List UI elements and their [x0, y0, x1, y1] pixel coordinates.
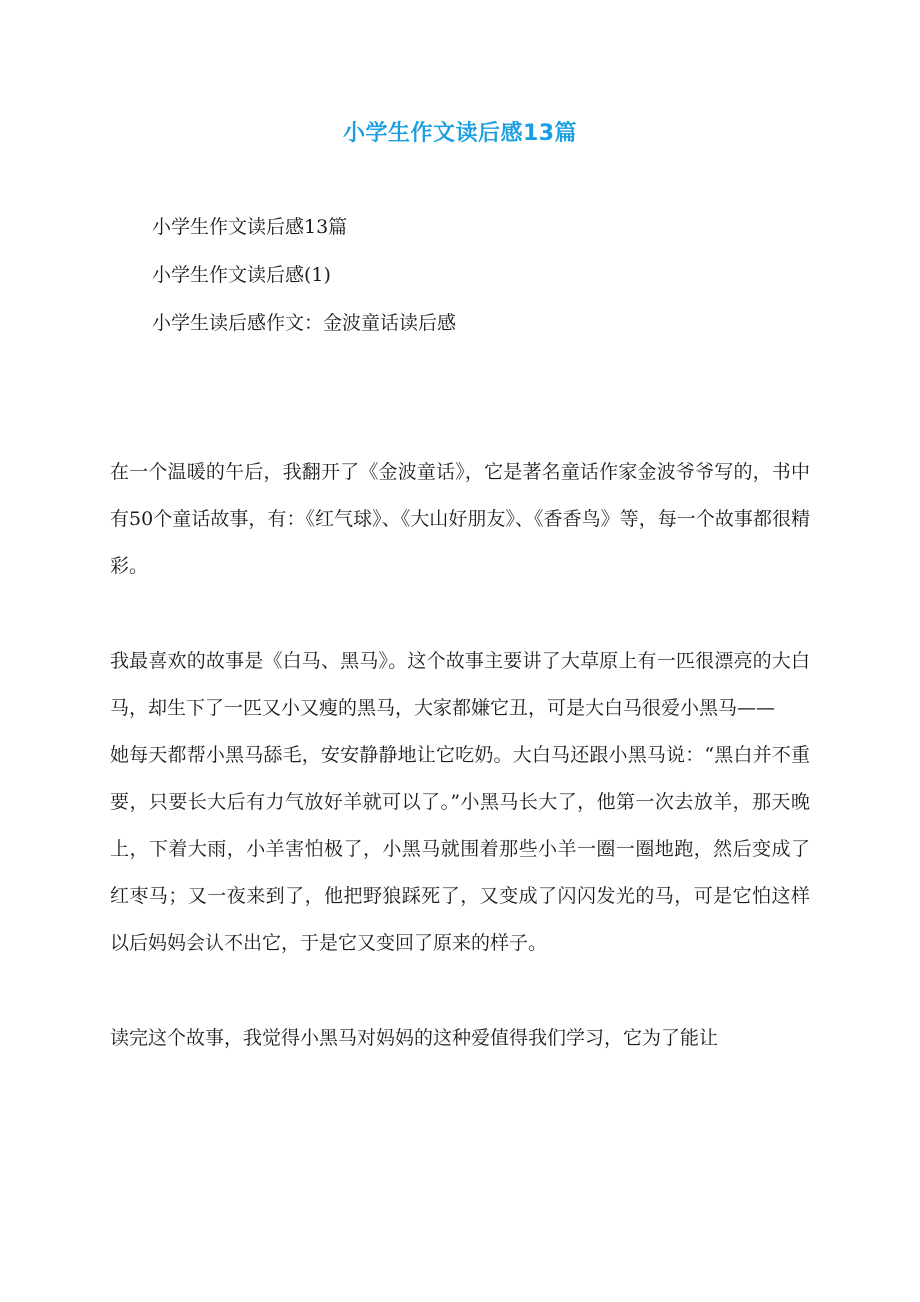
paragraph-favorite-story: 我最喜欢的故事是《白马、黑马》。这个故事主要讲了大草原上有一匹很漂亮的大白马，却生下了一匹又小又瘦的黑马，大家都嫌它丑，可是大白马很爱小黑马—— — [110, 650, 810, 719]
paragraph-reflection: 读完这个故事，我觉得小黑马对妈妈的这种爱值得我们学习，它为了能让 — [110, 1027, 719, 1049]
paragraph-gap — [110, 590, 810, 638]
article-body — [110, 449, 810, 1062]
document-title: 小学生作文读后感13篇 — [342, 121, 578, 146]
paragraph-story-detail: 她每天都帮小黑马舔毛，安安静静地让它吃奶。大白马还跟小黑马说：“黑白并不重要，只要长大后有力气放好羊就可以了。”小黑马长大了，他第一次去放羊，那天晚上，下着大雨，小羊害怕极了，小黑马就围着那些小羊一圈一圈地跑，然后变成了红枣马；又一夜来到了，他把野狼踩死了，又变成了闪闪发光的马，可是它怕这样以后妈妈会认不出它，于是它又变回了原来的样子。 — [110, 744, 810, 954]
toc-item: 小学生作文读后感(1) — [152, 264, 331, 286]
paragraph-gap — [110, 967, 810, 1015]
table-of-contents — [152, 214, 812, 358]
toc-item: 小学生作文读后感13篇 — [152, 216, 348, 238]
toc-item: 小学生读后感作文：金波童话读后感 — [152, 312, 457, 334]
paragraph-intro: 在一个温暖的午后，我翻开了《金波童话》，它是著名童话作家金波爷爷写的，书中有50个童话故事，有：《红气球》、《大山好朋友》、《香香鸟》等，每一个故事都很精彩。 — [110, 461, 810, 577]
